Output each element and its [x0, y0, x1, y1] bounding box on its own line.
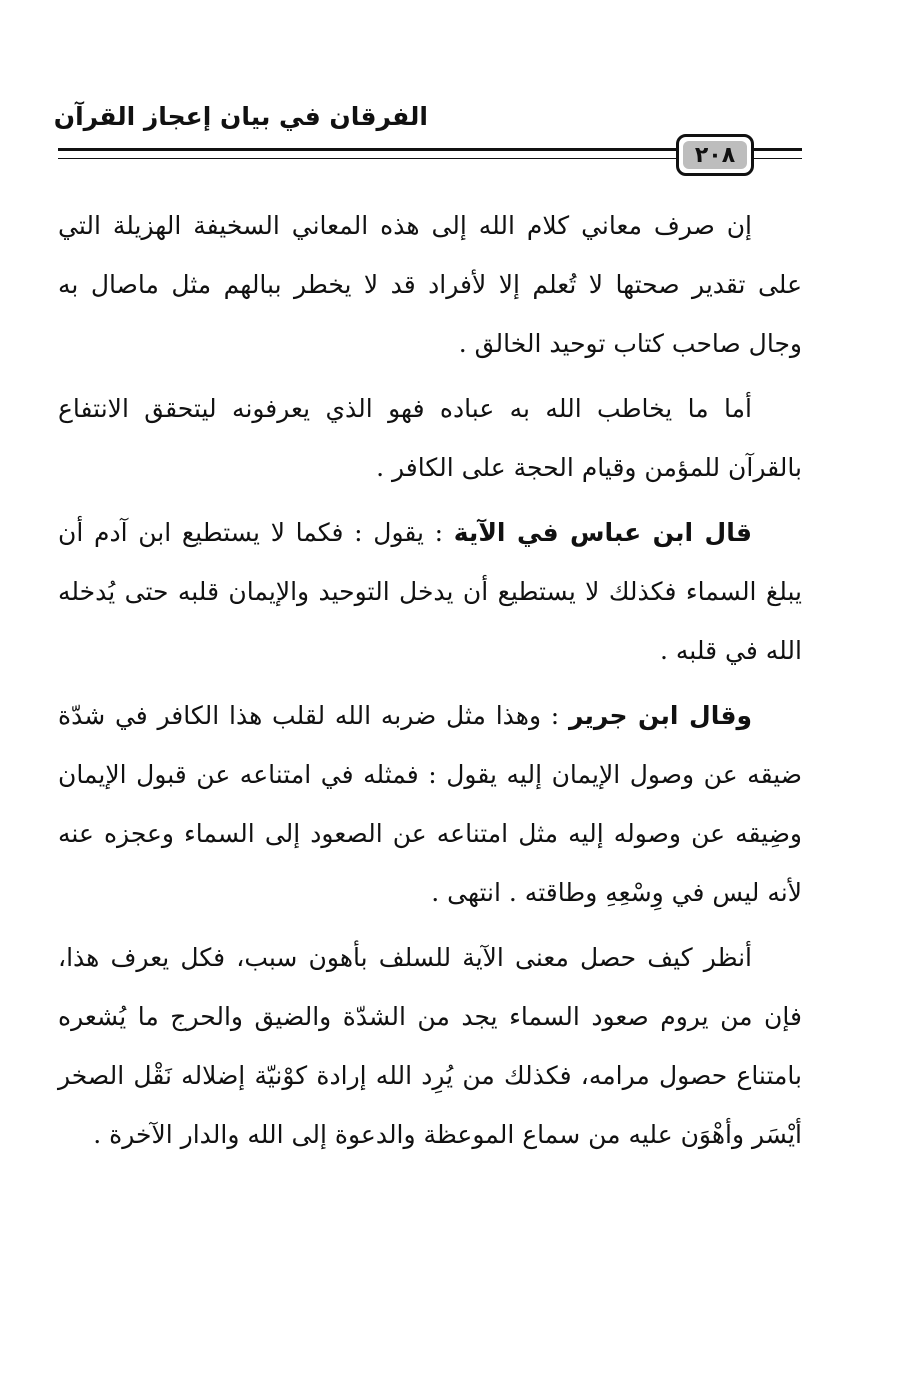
- paragraph: [58, 379, 802, 497]
- paragraph: [58, 196, 802, 373]
- header-rule-thick-right: [754, 148, 802, 151]
- paragraph-text: إن صرف معاني كلام الله إلى هذه المعاني السخيفة الهزيلة التي على تقدير صحتها لا تُعلم إلا لأفراد قد لا يخطر ببالهم مثل ماصال به وجال صاحب كتاب توحيد الخالق .: [58, 211, 802, 358]
- paragraph-text: : يقول : فكما لا يستطيع ابن آدم أن يبلغ السماء فكذلك لا يستطيع أن يدخل التوحيد والإيمان قلبه حتى يُدخله الله في قلبه .: [58, 518, 802, 665]
- quote-attribution: قال ابن عباس في الآية: [453, 518, 753, 547]
- paragraph: [58, 503, 802, 680]
- body-text: [58, 196, 802, 1173]
- paragraph: [58, 686, 802, 922]
- header-rule-thin: [58, 158, 676, 159]
- running-header-title: الفرقان في بيان إعجاز القرآن: [53, 102, 428, 131]
- paragraph: [58, 928, 802, 1164]
- header-rule-thin-right: [754, 158, 802, 159]
- paragraph-text: : وهذا مثل ضربه الله لقلب هذا الكافر في شدّة ضيقه عن وصول الإيمان إليه يقول : فمثله في امتناعه عن قبول الإيمان وضِيقه عن وصوله إليه مثل امتناعه عن الصعود إلى السماء وعجزه عنه لأنه ليس في وِسْعِهِ وطاقته . انتهى .: [58, 701, 802, 907]
- page-number: ٢٠٨: [683, 141, 747, 169]
- paragraph-text: أما ما يخاطب الله به عباده فهو الذي يعرفونه ليتحقق الانتفاع بالقرآن للمؤمن وقيام الحجة على الكافر .: [58, 394, 802, 482]
- page-number-frame: [676, 134, 754, 176]
- header-rule-thick: [58, 148, 676, 151]
- paragraph-text: أنظر كيف حصل معنى الآية للسلف بأهون سبب، فكل يعرف هذا، فإن من يروم صعود السماء يجد من الشدّة والضيق والحرج ما يُشعره بامتناع حصول مرامه، فكذلك من يُرِد الله إرادة كوْنيّة إضلاله نَقْل الصخر أيْسَر وأهْوَن عليه من سماع الموعظة والدعوة إلى الله والدار الآخرة .: [58, 943, 802, 1149]
- quote-attribution: وقال ابن جرير: [568, 701, 752, 730]
